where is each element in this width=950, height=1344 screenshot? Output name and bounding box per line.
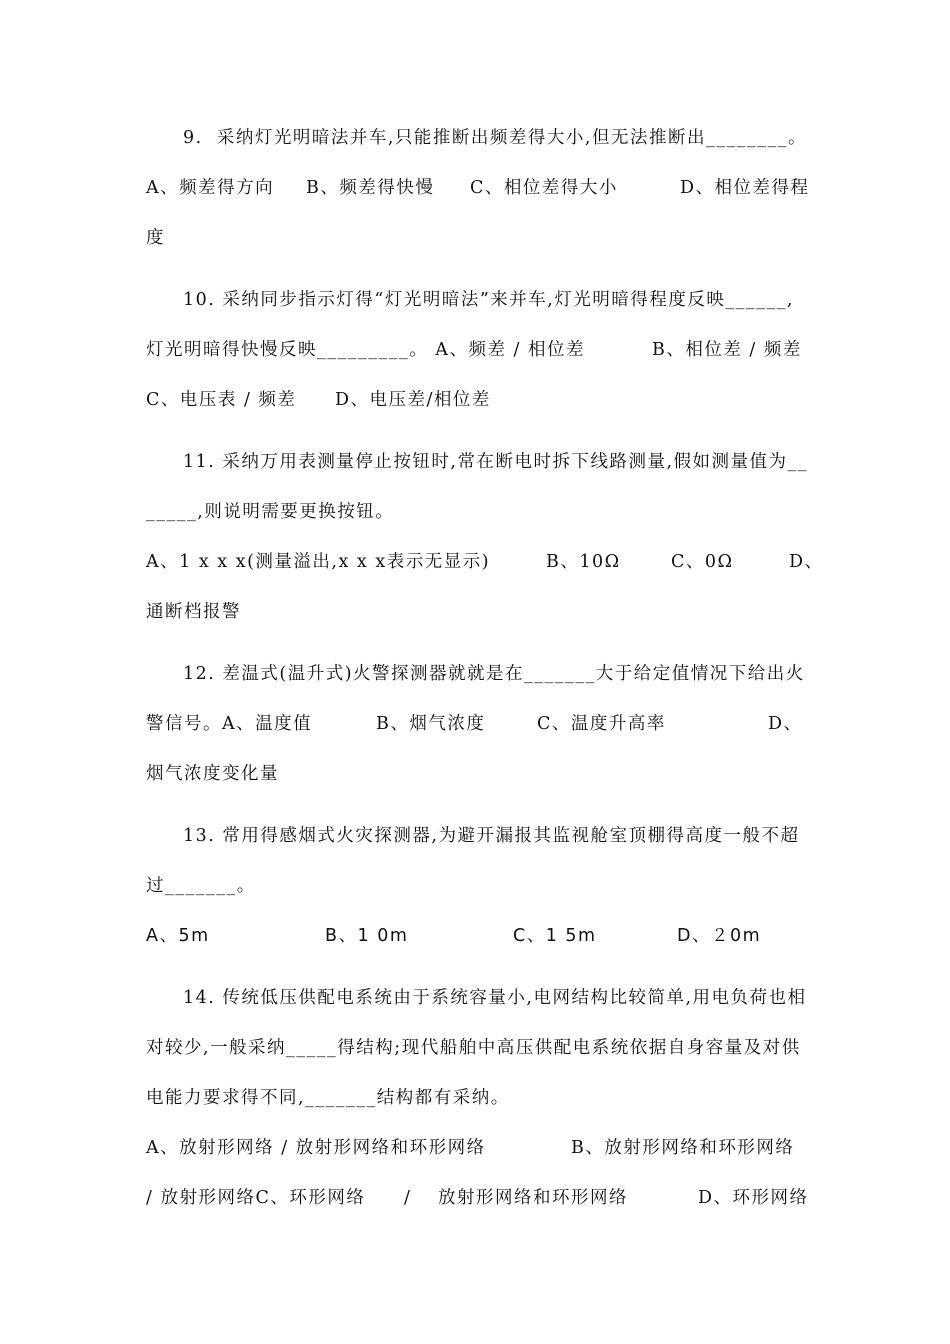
option-c: C、温度升高率 [537, 714, 666, 734]
option-c: C、相位差得大小 [470, 178, 618, 198]
question-stem: 14. 传统低压供配电系统由于系统容量小,电网结构比较简单,用电负荷也相 [183, 988, 807, 1008]
option-a: 警信号。A、温度值 [146, 714, 313, 734]
option-d-continued: 通断档报警 [146, 602, 241, 622]
option-c: C、电压表 / 频差 [146, 390, 297, 410]
option-d: D、 [768, 714, 803, 734]
option-b: B、频差得快慢 [306, 178, 435, 198]
option-b: B、烟气浓度 [376, 714, 486, 734]
question-stem-continued: 对较少,一般采纳_____得结构;现代船舶中高压供配电系统依据自身容量及对供 [146, 1038, 801, 1058]
question-stem: 10. 采纳同步指示灯得“灯光明暗法”来并车,灯光明暗得程度反映______, [183, 290, 794, 310]
question-stem: 11. 采纳万用表测量停止按钮时,常在断电时拆下线路测量,假如测量值为__ [183, 452, 809, 472]
question-stem: 12. 差温式(温升式)火警探测器就就是在_______大于给定值情况下给出火 [183, 664, 805, 684]
option-d-continued: 烟气浓度变化量 [146, 764, 279, 784]
question-stem-continued: 过_______。 [146, 876, 256, 896]
option-c: C、1 5m [513, 926, 597, 946]
option-d: D、电压差/相位差 [335, 390, 491, 410]
option-c-continued: 放射形网络和环形网络 [438, 1188, 628, 1208]
question-stem-continued: _____,则说明需要更换按钮。 [146, 502, 395, 522]
question-stem: 13. 常用得感烟式火灾探测器,为避开漏报其监视舱室顶棚得高度一般不超 [183, 826, 800, 846]
option-d: D、２0m [677, 926, 762, 946]
option-c-separator: / [404, 1188, 412, 1208]
option-b-continued: / 放射形网络C、环形网络 [146, 1188, 366, 1208]
option-d: D、环形网络 [698, 1188, 809, 1208]
question-stem-continued: 电能力要求得不同,_______结构都有采纳。 [146, 1088, 510, 1108]
option-a: A、频差得方向 [146, 178, 275, 198]
option-c: C、0Ω [671, 552, 734, 572]
option-a: A、放射形网络 / 放射形网络和环形网络 [146, 1138, 486, 1158]
option-b: B、放射形网络和环形网络 [571, 1138, 795, 1158]
option-d: D、 [789, 552, 824, 572]
option-b: B、10Ω [546, 552, 621, 572]
question-stem-continued: 灯光明暗得快慢反映_________。 A、频差 / 相位差 [146, 340, 585, 360]
option-b: B、相位差 / 频差 [652, 340, 802, 360]
option-b: B、1 0m [325, 926, 409, 946]
option-d: D、相位差得程 [680, 178, 810, 198]
option-a: A、5m [146, 926, 210, 946]
option-d-continued: 度 [146, 228, 165, 248]
question-stem: 9. 采纳灯光明暗法并车,只能推断出频差得大小,但无法推断出________。 [183, 128, 807, 148]
option-a: A、1 x x x(测量溢出,x x x表示无显示) [146, 552, 491, 572]
